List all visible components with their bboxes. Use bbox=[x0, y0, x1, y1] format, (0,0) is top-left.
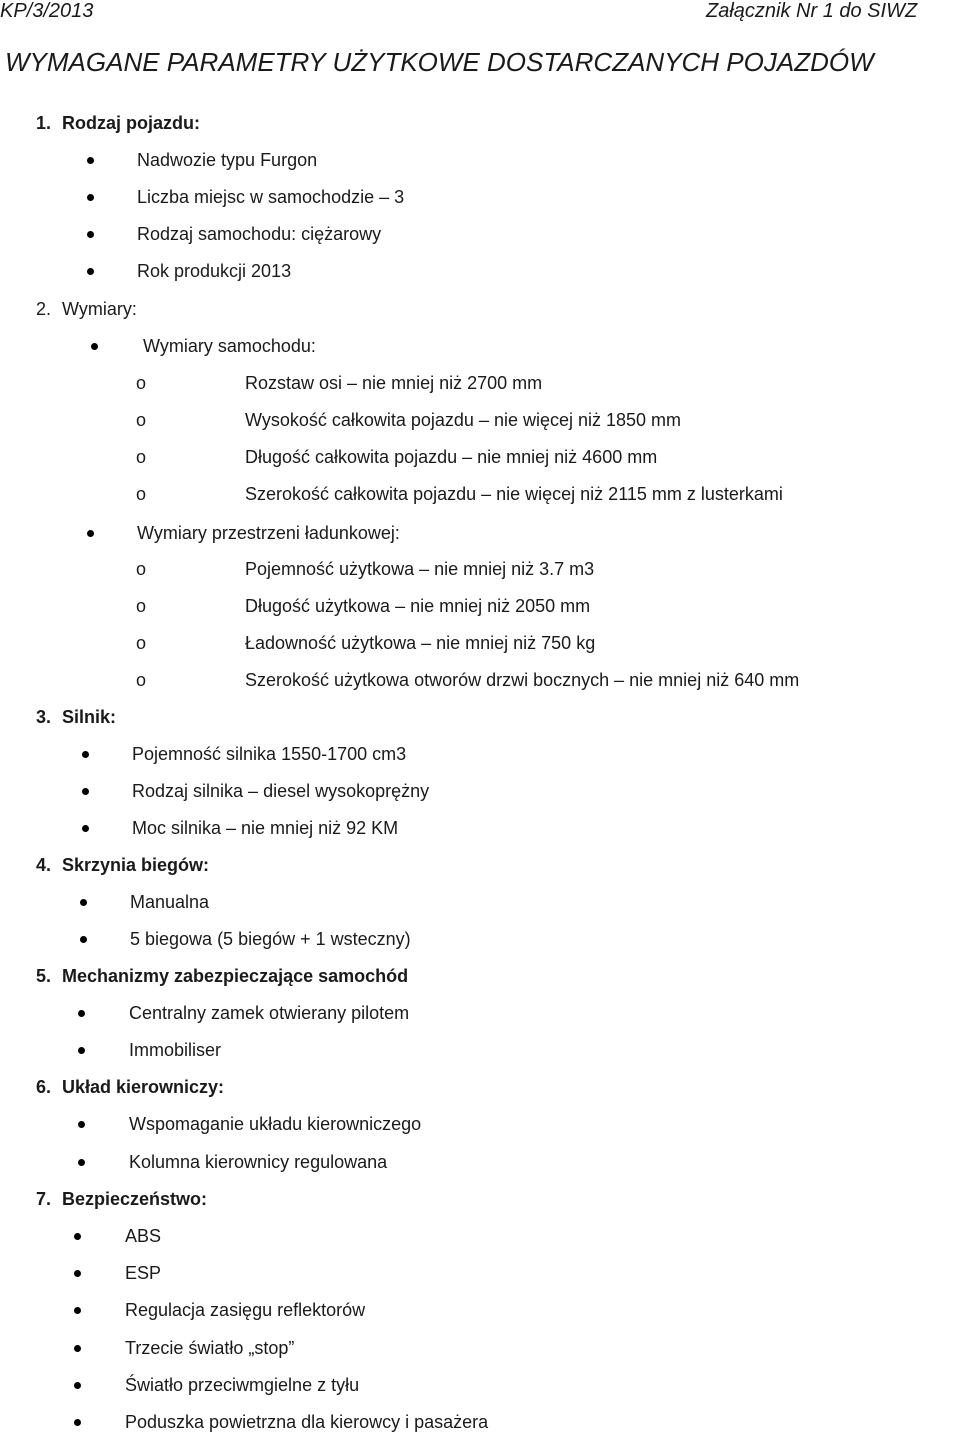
section-title: Rodzaj pojazdu: bbox=[62, 113, 200, 133]
section-number: 4. bbox=[36, 855, 52, 875]
section-number: 2. bbox=[36, 299, 52, 319]
section-heading-7 bbox=[36, 1188, 207, 1210]
list-item: Wspomaganie układu kierowniczego bbox=[129, 1114, 422, 1134]
circle-bullet-icon: o bbox=[136, 670, 147, 690]
sub-list-item: Długość użytkowa – nie mniej niż 2050 mm bbox=[245, 596, 591, 616]
list-item: Rok produkcji 2013 bbox=[137, 261, 292, 281]
bullet-icon bbox=[74, 1233, 81, 1240]
list-item: Manualna bbox=[130, 892, 210, 912]
group-label: Wymiary samochodu: bbox=[143, 336, 316, 356]
bullet-icon bbox=[80, 899, 87, 906]
bullet-icon bbox=[87, 530, 94, 537]
section-heading-4 bbox=[36, 854, 209, 876]
sub-list-item: Pojemność użytkowa – nie mniej niż 3.7 m3 bbox=[245, 559, 595, 579]
bullet-icon bbox=[87, 268, 94, 275]
bullet-icon bbox=[78, 1047, 85, 1054]
sub-list-item: Ładowność użytkowa – nie mniej niż 750 kg bbox=[245, 633, 596, 653]
circle-bullet-icon: o bbox=[136, 447, 147, 467]
sub-list-item: Wysokość całkowita pojazdu – nie więcej niż 1850 mm bbox=[245, 410, 682, 430]
group-label: Wymiary przestrzeni ładunkowej: bbox=[137, 523, 400, 543]
bullet-icon bbox=[74, 1345, 81, 1352]
section-title: Mechanizmy zabezpieczające samochód bbox=[62, 966, 409, 986]
bullet-icon bbox=[82, 751, 89, 758]
section-title: Silnik: bbox=[62, 707, 117, 727]
list-item: Regulacja zasięgu reflektorów bbox=[125, 1300, 366, 1320]
list-item: Nadwozie typu Furgon bbox=[137, 150, 318, 170]
bullet-icon bbox=[91, 343, 98, 350]
list-item: Rodzaj samochodu: ciężarowy bbox=[137, 224, 382, 244]
header-right: Załącznik Nr 1 do SIWZ bbox=[706, 0, 918, 22]
sub-list-item: Rozstaw osi – nie mniej niż 2700 mm bbox=[245, 373, 543, 393]
bullet-icon bbox=[82, 825, 89, 832]
list-item: Trzecie światło „stop” bbox=[125, 1338, 295, 1358]
list-item: Centralny zamek otwierany pilotem bbox=[129, 1003, 410, 1023]
section-title: Skrzynia biegów: bbox=[62, 855, 210, 875]
section-number: 7. bbox=[36, 1189, 52, 1209]
header-left: KP/3/2013 bbox=[0, 0, 94, 22]
section-number: 6. bbox=[36, 1077, 52, 1097]
circle-bullet-icon: o bbox=[136, 633, 147, 653]
section-number: 1. bbox=[36, 113, 52, 133]
circle-bullet-icon: o bbox=[136, 484, 147, 504]
list-item: Kolumna kierownicy regulowana bbox=[129, 1152, 388, 1172]
circle-bullet-icon: o bbox=[136, 559, 147, 579]
list-item: 5 biegowa (5 biegów + 1 wsteczny) bbox=[130, 929, 411, 949]
circle-bullet-icon: o bbox=[136, 373, 147, 393]
section-number: 3. bbox=[36, 707, 52, 727]
section-heading-6 bbox=[36, 1076, 224, 1098]
section-number: 5. bbox=[36, 966, 52, 986]
bullet-icon bbox=[78, 1010, 85, 1017]
bullet-icon bbox=[74, 1419, 81, 1426]
sub-list-item: Długość całkowita pojazdu – nie mniej niż 4600 mm bbox=[245, 447, 658, 467]
sub-list-item: Szerokość użytkowa otworów drzwi bocznych – nie mniej niż 640 mm bbox=[245, 670, 800, 690]
bullet-icon bbox=[82, 788, 89, 795]
circle-bullet-icon: o bbox=[136, 596, 147, 616]
list-item: Pojemność silnika 1550-1700 cm3 bbox=[132, 744, 407, 764]
sub-list-item: Szerokość całkowita pojazdu – nie więcej niż 2115 mm z lusterkami bbox=[245, 484, 783, 504]
list-item: ESP bbox=[125, 1263, 162, 1283]
bullet-icon bbox=[87, 231, 94, 238]
bullet-icon bbox=[74, 1382, 81, 1389]
section-heading-5 bbox=[36, 965, 408, 987]
list-item: ABS bbox=[125, 1226, 162, 1246]
section-title: Bezpieczeństwo: bbox=[62, 1189, 208, 1209]
list-item: Immobiliser bbox=[129, 1040, 222, 1060]
bullet-icon bbox=[78, 1159, 85, 1166]
bullet-icon bbox=[78, 1121, 85, 1128]
list-item: Rodzaj silnika – diesel wysokoprężny bbox=[132, 781, 430, 801]
bullet-icon bbox=[74, 1270, 81, 1277]
section-heading-2 bbox=[36, 298, 137, 320]
bullet-icon bbox=[80, 936, 87, 943]
list-item: Moc silnika – nie mniej niż 92 KM bbox=[132, 818, 399, 838]
section-heading-1 bbox=[36, 112, 200, 134]
document-title: WYMAGANE PARAMETRY UŻYTKOWE DOSTARCZANYCH POJAZDÓW bbox=[5, 47, 874, 77]
section-title: Układ kierowniczy: bbox=[62, 1077, 225, 1097]
circle-bullet-icon: o bbox=[136, 410, 147, 430]
bullet-icon bbox=[74, 1307, 81, 1314]
bullet-icon bbox=[87, 194, 94, 201]
bullet-icon bbox=[87, 157, 94, 164]
section-heading-3 bbox=[36, 706, 116, 728]
list-item: Światło przeciwmgielne z tyłu bbox=[125, 1375, 360, 1395]
list-item: Poduszka powietrzna dla kierowcy i pasażera bbox=[125, 1412, 489, 1432]
section-title: Wymiary: bbox=[62, 299, 137, 319]
list-item: Liczba miejsc w samochodzie – 3 bbox=[137, 187, 405, 207]
